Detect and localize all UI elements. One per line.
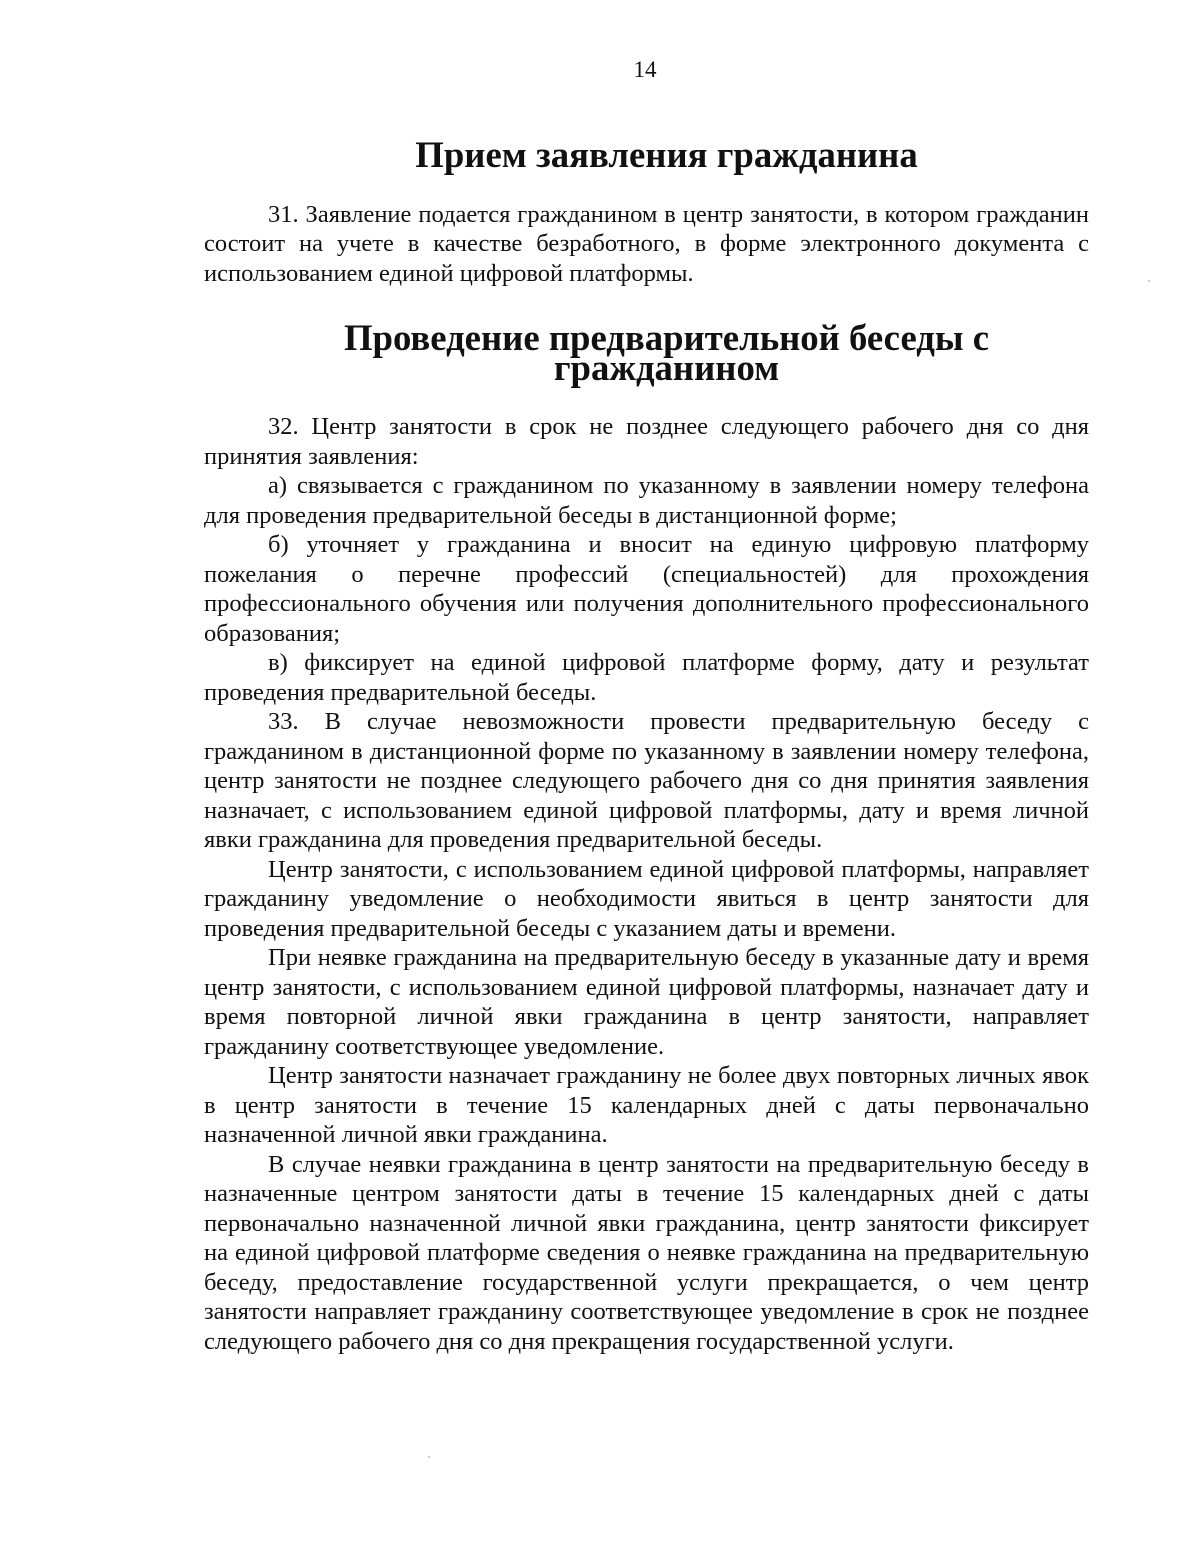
paragraph-31: 31. Заявление подается гражданином в центр занятости, в котором гражданин состоит на учете в качестве безработного, в форме электронного документа с использованием единой цифровой платформы. <box>204 200 1089 287</box>
section-heading-application: Прием заявления гражданина <box>415 134 918 175</box>
paragraph-33-termination: В случае неявки гражданина в центр занятости на предварительную беседу в назначенные центром занятости даты в течение 15 календарных дней с даты первоначально назначенной личной явки гражданина, центр занятости фиксирует на единой цифровой платформе сведения о неявке гражданина на предварительную беседу, предоставление государственной услуги прекращается, о чем центр занятости направляет гражданину соответствующее уведомление в срок не позднее следующего рабочего дня со дня прекращения государственной услуги. <box>204 1150 1089 1355</box>
page-number: 14 <box>633 57 657 82</box>
scan-artifact <box>428 1456 430 1458</box>
paragraph-32-b: б) уточняет у гражданина и вносит на единую цифровую платформу пожелания о перечне профессий (специальностей) для прохождения профессионального обучения или получения дополнительного профессионального образования; <box>204 531 1089 647</box>
scan-artifact <box>1148 280 1150 282</box>
paragraph-33-repeat-limit: Центр занятости назначает гражданину не более двух повторных личных явок в центр занятости в течение 15 календарных дней с даты первоначально назначенной личной явки гражданина. <box>204 1062 1089 1148</box>
paragraph-33-no-show: При неявке гражданина на предварительную беседу в указанные дату и время центр занятости, с использованием единой цифровой платформы, назначает дату и время повторной личной явки гражданина в центр занятости, направляет гражданину соответствующее уведомление. <box>204 944 1089 1060</box>
paragraph-33-notification: Центр занятости, с использованием единой цифровой платформы, направляет гражданину уведомление о необходимости явиться в центр занятости для проведения предварительной беседы с указанием даты и времени. <box>204 855 1089 942</box>
paragraph-32-v: в) фиксирует на единой цифровой платформе форму, дату и результат проведения предварительной беседы. <box>204 649 1089 706</box>
section-heading-preliminary-interview: Проведение предварительной беседы с гражданином <box>343 317 990 388</box>
paragraph-32-a: а) связывается с гражданином по указанному в заявлении номеру телефона для проведения предварительной беседы в дистанционной форме; <box>204 472 1089 529</box>
paragraph-33: 33. В случае невозможности провести предварительную беседу с гражданином в дистанционной форме по указанному в заявлении номеру телефона, центр занятости не позднее следующего рабочего дня со дня принятия заявления назначает, с использованием единой цифровой платформы, дату и время личной явки гражданина для проведения предварительной беседы. <box>204 708 1089 853</box>
document-body <box>204 136 1089 1356</box>
paragraph-32: 32. Центр занятости в срок не позднее следующего рабочего дня со дня принятия заявления: <box>204 413 1089 470</box>
